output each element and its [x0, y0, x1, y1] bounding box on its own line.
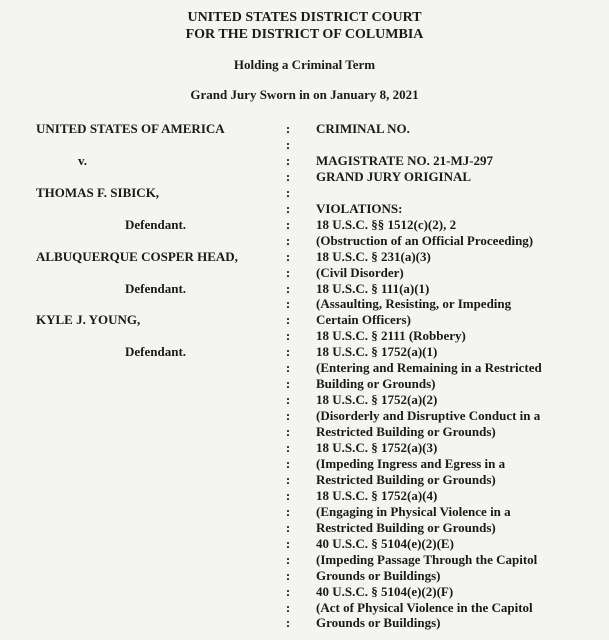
caption-row [0, 185, 609, 201]
caption-row [0, 488, 609, 504]
caption-row [0, 504, 609, 520]
case-info-text: 18 U.S.C. § 1752(a)(4) [316, 487, 438, 503]
caption-separator: : [285, 376, 291, 392]
party-text: THOMAS F. SIBICK, [36, 184, 160, 200]
district-name: FOR THE DISTRICT OF COLUMBIA [185, 27, 424, 42]
court-name: UNITED STATES DISTRICT COURT [187, 10, 422, 25]
caption-row [0, 520, 609, 536]
party-text: Defendant. [125, 280, 187, 296]
grand-jury-line: Grand Jury Sworn in on January 8, 2021 [190, 87, 419, 102]
case-info-text: (Entering and Remaining in a Restricted [316, 360, 542, 376]
caption-separator: : [285, 200, 291, 216]
caption-row [0, 472, 609, 488]
caption-row [0, 249, 609, 265]
caption-row [0, 360, 609, 376]
caption-row [0, 615, 609, 631]
case-info-text: 18 U.S.C. § 2111 (Robbery) [316, 328, 466, 344]
case-info-text: 40 U.S.C. § 5104(e)(2)(E) [316, 535, 454, 551]
case-info-text: Grounds or Buildings) [316, 567, 441, 583]
caption-row [0, 568, 609, 584]
case-info-text: (Civil Disorder) [316, 264, 404, 280]
caption-separator: : [285, 471, 291, 487]
caption-separator: : [285, 583, 291, 599]
caption-separator: : [285, 503, 291, 519]
caption-separator: : [285, 232, 291, 248]
case-info-text: Building or Grounds) [316, 376, 436, 392]
caption-separator: : [285, 152, 291, 168]
caption-row [0, 233, 609, 249]
case-info-text: 40 U.S.C. § 5104(e)(2)(F) [316, 583, 454, 599]
case-info-text: (Obstruction of an Official Proceeding) [316, 232, 534, 248]
case-info-text: (Act of Physical Violence in the Capitol [316, 599, 533, 615]
caption-separator: : [285, 121, 291, 136]
term-line: Holding a Criminal Term [233, 57, 376, 72]
case-info-text: 18 U.S.C. § 1752(a)(3) [316, 440, 438, 455]
case-info-text: MAGISTRATE NO. 21-MJ-297 [316, 152, 494, 168]
caption-row [0, 456, 609, 472]
case-info-text: 18 U.S.C. §§ 1512(c)(2), 2 [316, 216, 457, 232]
caption-separator: : [285, 408, 291, 424]
party-text: UNITED STATES OF AMERICA [36, 121, 225, 136]
party-text: ALBUQUERQUE COSPER HEAD, [36, 248, 238, 264]
caption-row [0, 121, 609, 137]
caption-row [0, 344, 609, 360]
caption-separator: : [285, 440, 291, 455]
caption-row [0, 408, 609, 424]
case-info-text: Grounds or Buildings) [316, 615, 441, 631]
caption-row [0, 281, 609, 297]
caption-separator: : [285, 312, 291, 328]
case-info-text: (Assaulting, Resisting, or Impeding [316, 296, 512, 312]
caption-row [0, 376, 609, 392]
caption-separator: : [285, 216, 291, 232]
caption-row [0, 265, 609, 281]
caption-separator: : [285, 455, 291, 471]
caption-separator: : [285, 615, 291, 631]
case-info-text: VIOLATIONS: [316, 200, 403, 216]
party-text: Defendant. [125, 216, 187, 232]
case-info-text: (Disorderly and Disruptive Conduct in a [316, 408, 541, 424]
caption-row [0, 600, 609, 616]
caption-row [0, 392, 609, 408]
caption-separator: : [285, 248, 291, 264]
case-info-text: 18 U.S.C. § 111(a)(1) [316, 280, 430, 296]
caption-row [0, 201, 609, 217]
caption-separator: : [285, 296, 291, 312]
caption-separator: : [285, 280, 291, 296]
caption-separator: : [285, 551, 291, 567]
caption-row [0, 312, 609, 328]
case-info-text: Certain Officers) [316, 312, 411, 328]
case-info-text: CRIMINAL NO. [316, 121, 410, 136]
party-text: v. [78, 152, 88, 168]
caption-row [0, 217, 609, 233]
caption-separator: : [285, 168, 291, 184]
caption-separator: : [285, 567, 291, 583]
case-info-text: GRAND JURY ORIGINAL [316, 168, 472, 184]
caption-separator: : [285, 360, 291, 376]
caption-separator: : [285, 264, 291, 280]
caption-row [0, 169, 609, 185]
case-info-text: 18 U.S.C. § 1752(a)(2) [316, 392, 438, 408]
caption-row [0, 440, 609, 456]
case-info-text: (Impeding Ingress and Egress in a [316, 455, 506, 471]
caption-separator: : [285, 136, 291, 152]
case-info-text: (Engaging in Physical Violence in a [316, 503, 511, 519]
case-info-text: (Impeding Passage Through the Capitol [316, 551, 538, 567]
caption-row [0, 296, 609, 312]
caption-separator: : [285, 487, 291, 503]
caption-separator: : [285, 535, 291, 551]
caption-row [0, 424, 609, 440]
caption-separator: : [285, 599, 291, 615]
caption-row [0, 153, 609, 169]
caption-row [0, 584, 609, 600]
case-info-text: 18 U.S.C. § 231(a)(3) [316, 248, 431, 264]
caption-separator: : [285, 424, 291, 440]
caption-separator: : [285, 328, 291, 344]
caption-separator: : [285, 519, 291, 535]
caption-separator: : [285, 344, 291, 360]
caption-separator: : [285, 392, 291, 408]
case-info-text: 18 U.S.C. § 1752(a)(1) [316, 344, 438, 360]
caption-row [0, 552, 609, 568]
party-text: Defendant. [125, 344, 187, 360]
case-info-text: Restricted Building or Grounds) [316, 471, 496, 487]
caption-row [0, 536, 609, 552]
party-text: KYLE J. YOUNG, [36, 312, 141, 328]
case-info-text: Restricted Building or Grounds) [316, 424, 496, 440]
caption-row [0, 328, 609, 344]
caption-row [0, 137, 609, 153]
caption-separator: : [285, 184, 291, 200]
case-info-text: Restricted Building or Grounds) [316, 519, 496, 535]
